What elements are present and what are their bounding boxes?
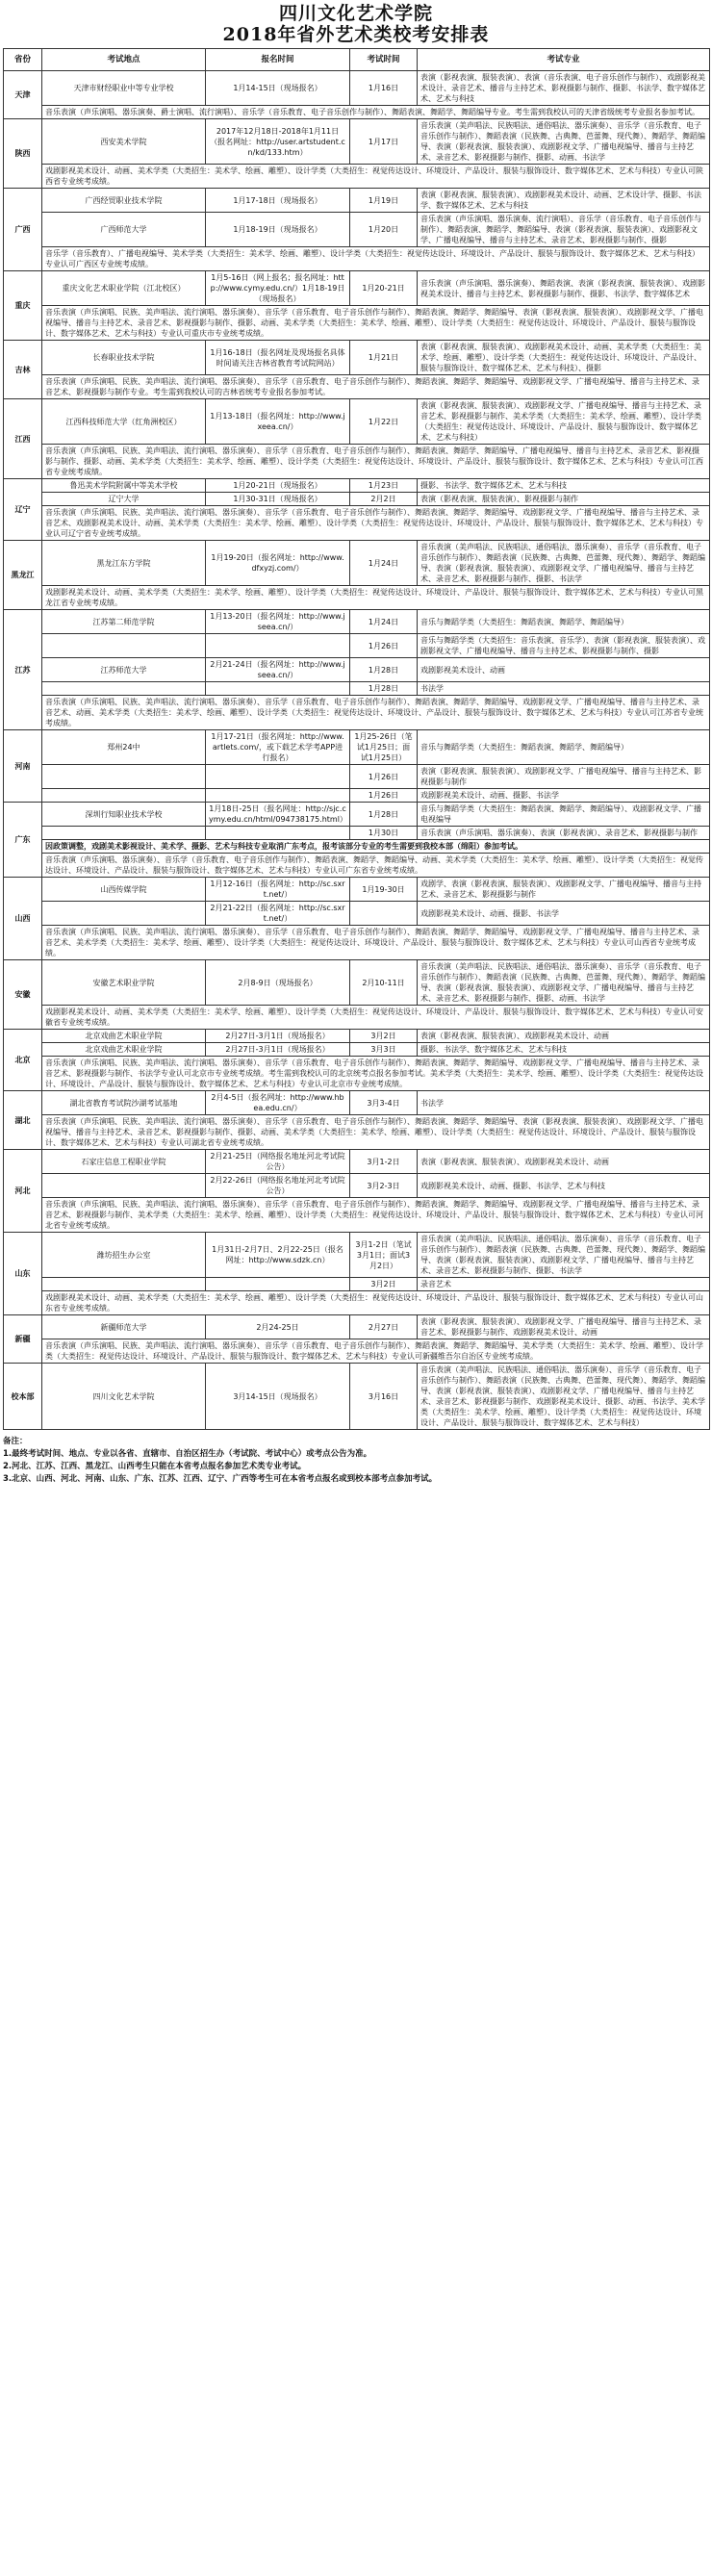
exam-date-cell: 1月19日 bbox=[350, 189, 418, 213]
table-row bbox=[4, 213, 710, 247]
schedule-table bbox=[3, 48, 710, 1430]
table-row bbox=[4, 479, 710, 493]
major-cell: 音乐表演（美声唱法、民族唱法、通俗唱法、器乐演奏）、音乐学（音乐教育、电子音乐创作与制作）、舞蹈表演（民族舞、古典舞、芭蕾舞、现代舞）、舞蹈学、舞蹈编导、表演（影视表演、服装表演）、戏剧影视文学、广播电视编导、播音与主持艺术、录音艺术、影视摄影与制作、摄影、书法学 bbox=[418, 541, 710, 586]
location-cell: 湖北省教育考试院沙湖考试基地 bbox=[42, 1091, 206, 1115]
table-row bbox=[4, 1006, 710, 1030]
table-row bbox=[4, 789, 710, 803]
location-cell: 新疆师范大学 bbox=[42, 1315, 206, 1339]
registration-cell: 1月17-21日（报名网址：http://www.artlets.com/，或下载艺术学考APP进行报名） bbox=[206, 730, 350, 765]
major-cell: 表演（影视表演、服装表演）、戏剧影视文学、广播电视编导、播音与主持艺术、录音艺术、影视摄影与制作、美术学类（大类招生：美术学、绘画、雕塑）、设计学类（大类招生：视觉传达设计、环境设计、产品设计、服装与服饰设计、数字媒体艺术、艺术与科技） bbox=[418, 399, 710, 445]
major-cell: 戏剧影视美术设计、动画 bbox=[418, 658, 710, 682]
registration-cell bbox=[206, 789, 350, 803]
registration-cell: 1月13-18日（报名网址：http://www.jxeea.cn/） bbox=[206, 399, 350, 445]
exam-date-cell: 1月25-26日（笔试1月25日；面试1月25日） bbox=[350, 730, 418, 765]
exam-date-cell: 1月23日 bbox=[350, 479, 418, 493]
exam-date-cell: 1月16日 bbox=[350, 71, 418, 106]
table-row bbox=[4, 399, 710, 445]
location-cell bbox=[42, 827, 206, 840]
location-cell: 鲁迅美术学院附属中等美术学校 bbox=[42, 479, 206, 493]
registration-cell: 1月14-15日（现场报名） bbox=[206, 71, 350, 106]
table-row bbox=[4, 493, 710, 506]
exam-date-cell: 3月3日 bbox=[350, 1043, 418, 1057]
table-row bbox=[4, 1364, 710, 1430]
exam-date-cell: 1月28日 bbox=[350, 658, 418, 682]
note-cell: 音乐表演（声乐演唱、民族、美声唱法、流行演唱、器乐演奏）、音乐学（音乐教育、电子音乐创作与制作）、舞蹈表演、舞蹈学、舞蹈编导、广播电视编导、播音与主持艺术、录音艺术、影视摄影与制作、摄影、动画、美术学类（大类招生：美术学、绘画、雕塑）、设计学类（大类招生：视觉传达设计、环境设计、产品设计、服装与服饰设计、数字媒体艺术、艺术与科技）专业认可江西省专业统考成绩。 bbox=[42, 445, 710, 479]
registration-cell: 2月24-25日 bbox=[206, 1315, 350, 1339]
table-row bbox=[4, 375, 710, 399]
registration-cell: 2月27日-3月1日（现场报名） bbox=[206, 1043, 350, 1057]
exam-date-cell: 3月2-3日 bbox=[350, 1174, 418, 1198]
table-row bbox=[4, 1278, 710, 1291]
location-cell: 江西科技师范大学（红角洲校区） bbox=[42, 399, 206, 445]
note-cell: 音乐表演（声乐演唱、民族、美声唱法、流行演唱、器乐演奏）、音乐学（音乐教育、电子音乐创作与制作）、舞蹈表演、舞蹈学、舞蹈编导、戏剧影视文学、广播电视编导、播音与主持艺术、录音艺术、戏剧影视美术设计、动画、美术学类（大类招生：美术学、绘画、雕塑）、设计学类（大类招生：视觉传达设计、环境设计、产品设计、服装与服饰设计、数字媒体艺术、艺术与科技）专业认可辽宁省专业统考成绩。 bbox=[42, 506, 710, 541]
major-cell: 戏剧影视美术设计、动画、摄影、书法学、艺术与科技 bbox=[418, 1174, 710, 1198]
exam-date-cell: 1月21日 bbox=[350, 341, 418, 375]
table-row bbox=[4, 610, 710, 634]
table-row bbox=[4, 1043, 710, 1057]
province-cell: 天津 bbox=[4, 71, 42, 119]
location-cell bbox=[42, 902, 206, 926]
note-cell: 音乐表演（声乐演唱、民族、美声唱法、流行演唱、器乐演奏）、音乐学（音乐教育、电子音乐创作与制作）、舞蹈表演、舞蹈学、舞蹈编导、戏剧影视文学、广播电视编导、播音与主持艺术、录音艺术、影视摄影与制作专业。考生需到我校认可的吉林省统考专业报名参加考试。 bbox=[42, 375, 710, 399]
major-cell: 戏剧影视美术设计、动画、摄影、书法学 bbox=[418, 789, 710, 803]
note-line: 2.河北、江苏、江西、黑龙江、山西考生只能在本省考点报名参加艺术类专业考试。 bbox=[3, 1462, 307, 1471]
location-cell bbox=[42, 765, 206, 789]
location-cell: 深圳行知职业技术学校 bbox=[42, 803, 206, 827]
registration-cell: 1月20-21日（现场报名） bbox=[206, 479, 350, 493]
major-cell: 音乐表演（美声唱法、民族唱法、通俗唱法、器乐演奏）、音乐学（音乐教育、电子音乐创作与制作）、舞蹈表演（民族舞、古典舞、芭蕾舞、现代舞）、舞蹈学、舞蹈编导、表演（影视表演、服装表演）、戏剧影视文学、广播电视编导、播音与主持艺术、录音艺术、影视摄影与制作、摄影、动画、书法学 bbox=[418, 960, 710, 1006]
registration-cell: 2月21-24日（报名网址：http://www.jseea.cn/） bbox=[206, 658, 350, 682]
exam-date-cell: 1月26日 bbox=[350, 789, 418, 803]
location-cell: 北京戏曲艺术职业学院 bbox=[42, 1043, 206, 1057]
table-row bbox=[4, 926, 710, 960]
major-cell: 表演（影视表演、服装表演）、戏剧影视美术设计、动画 bbox=[418, 1150, 710, 1174]
note-cell: 音乐表演（声乐演唱、民族、美声唱法、流行演唱、器乐演奏）、音乐学（音乐教育、电子音乐创作与制作）、舞蹈表演、舞蹈学、舞蹈编导、表演（影视表演、服装表演）、戏剧影视文学、广播电视编导、播音与主持艺术、录音艺术、影视摄影与制作、摄影、动画、美术学类（大类招生：美术学、绘画、雕塑）、设计学类（大类招生：视觉传达设计、环境设计、产品设计、服装与服饰设计、数字媒体艺术、艺术与科技）专业认可湖北省专业统考成绩。 bbox=[42, 1115, 710, 1150]
note-cell: 戏剧影视美术设计、动画、美术学类（大类招生：美术学、绘画、雕塑）、设计学类（大类招生：视觉传达设计、环境设计、产品设计、服装与服饰设计、数字媒体艺术、艺术与科技）专业认可山东省专业统考成绩。 bbox=[42, 1291, 710, 1315]
exam-date-cell: 3月1-2日 bbox=[350, 1150, 418, 1174]
table-row bbox=[4, 878, 710, 902]
location-cell bbox=[42, 1278, 206, 1291]
major-cell: 戏剧学、表演（影视表演、服装表演）、戏剧影视文学、广播电视编导、播音与主持艺术、录音艺术、影视摄影与制作 bbox=[418, 878, 710, 902]
note-line: 1.最终考试时间、地点、专业以各省、直辖市、自治区招生办（考试院、考试中心）或考点公告为准。 bbox=[3, 1449, 372, 1459]
major-cell: 表演（影视表演、服装表演）、戏剧影视文学、广播电视编导、播音与主持艺术、影视摄影与制作 bbox=[418, 765, 710, 789]
table-row bbox=[4, 1091, 710, 1115]
registration-cell: 2月21-25日（网络报名地址河北考试院公告） bbox=[206, 1150, 350, 1174]
note-cell: 音乐表演（声乐演唱、民族、美声唱法、流行演唱、器乐演奏）、音乐学（音乐教育、电子音乐创作与制作）、舞蹈表演、舞蹈学、舞蹈编导、美术学类（大类招生：美术学、绘画、雕塑）、设计学类（大类招生：视觉传达设计、环境设计、产品设计、服装与服饰设计、数字媒体艺术、艺术与科技）专业认可新疆维吾尔自治区专业统考成绩。 bbox=[42, 1339, 710, 1364]
location-cell: 山西传媒学院 bbox=[42, 878, 206, 902]
location-cell: 黑龙江东方学院 bbox=[42, 541, 206, 586]
major-cell: 音乐表演（美声唱法、民族唱法、通俗唱法、器乐演奏）、音乐学（音乐教育、电子音乐创作与制作）、舞蹈表演（民族舞、古典舞、芭蕾舞、现代舞）、舞蹈学、舞蹈编导、表演（影视表演、服装表演）、戏剧影视文学、广播电视编导、播音与主持艺术、录音艺术、影视摄影与制作、摄影、动画、书法学 bbox=[418, 119, 710, 165]
exam-date-cell: 2月27日 bbox=[350, 1315, 418, 1339]
exam-date-cell: 1月24日 bbox=[350, 610, 418, 634]
major-cell: 表演（影视表演、服装表演）、表演（音乐表演、电子音乐创作与制作）、戏剧影视美术设计、录音艺术、播音与主持艺术、影视摄影与制作、摄影、书法学、数字媒体艺术、艺术与科技 bbox=[418, 71, 710, 106]
province-cell: 山西 bbox=[4, 878, 42, 960]
table-row bbox=[4, 696, 710, 730]
notes-section bbox=[3, 1436, 709, 1486]
note-cell: 戏剧影视美术设计、动画、美术学类（大类招生：美术学、绘画、雕塑）、设计学类（大类招生：视觉传达设计、环境设计、产品设计、服装与服饰设计、数字媒体艺术、艺术与科技）专业认可安徽省专业统考成绩。 bbox=[42, 1006, 710, 1030]
location-cell: 重庆文化艺术职业学院（江北校区） bbox=[42, 271, 206, 306]
registration-cell bbox=[206, 682, 350, 696]
major-cell: 音乐与舞蹈学类（大类招生：舞蹈表演、舞蹈学、舞蹈编导）、戏剧影视文学、广播电视编导 bbox=[418, 803, 710, 827]
note-cell: 音乐学（音乐教育）、广播电视编导、美术学类（大类招生：美术学、绘画、雕塑）、设计学类（大类招生：视觉传达设计、环境设计、产品设计、服装与服饰设计、数字媒体艺术、艺术与科技）专业认可广西区专业统考成绩。 bbox=[42, 247, 710, 271]
note-cell: 音乐表演（声乐演唱、器乐演奏、爵士演唱、流行演唱）、音乐学（音乐教育、电子音乐创作与制作）、舞蹈表演、舞蹈学、舞蹈编导专业。考生需到我校认可的天津省级统考专业报名参加考试。 bbox=[42, 106, 710, 119]
registration-cell: 2月27日-3月1日（现场报名） bbox=[206, 1030, 350, 1043]
notes-title: 备注： bbox=[3, 1437, 28, 1446]
registration-cell bbox=[206, 1278, 350, 1291]
registration-cell: 1月17-18日（现场报名） bbox=[206, 189, 350, 213]
exam-date-cell: 1月26日 bbox=[350, 765, 418, 789]
table-row bbox=[4, 902, 710, 926]
table-row bbox=[4, 1339, 710, 1364]
location-cell: 天津市财经职业中等专业学校 bbox=[42, 71, 206, 106]
table-row bbox=[4, 306, 710, 341]
location-cell: 郑州24中 bbox=[42, 730, 206, 765]
province-cell: 河北 bbox=[4, 1150, 42, 1233]
major-cell: 录音艺术 bbox=[418, 1278, 710, 1291]
registration-cell bbox=[206, 634, 350, 658]
registration-cell: 1月30-31日（现场报名） bbox=[206, 493, 350, 506]
province-cell: 广东 bbox=[4, 803, 42, 878]
major-cell: 音乐与舞蹈学类（大类招生：音乐表演、音乐学）、表演（影视表演、服装表演）、戏剧影视文学、广播电视编导、播音与主持艺术、影视摄影与制作、摄影 bbox=[418, 634, 710, 658]
registration-cell: 1月19-20日（报名网址：http://www.dfxyzj.com/） bbox=[206, 541, 350, 586]
table-row bbox=[4, 682, 710, 696]
table-row bbox=[4, 1150, 710, 1174]
page-subtitle: 2018年省外艺术类校考安排表 bbox=[222, 24, 490, 45]
major-cell: 表演（影视表演、服装表演）、戏剧影视美术设计、动画 bbox=[418, 1030, 710, 1043]
province-cell: 江苏 bbox=[4, 610, 42, 730]
major-cell: 音乐表演（声乐演唱、器乐演奏、流行演唱）、音乐学（音乐教育、电子音乐创作与制作）、舞蹈表演、舞蹈学、舞蹈编导、表演（影视表演、服装表演）、戏剧影视文学、广播电视编导、播音与主持艺术、录音艺术、影视摄影与制作、摄影 bbox=[418, 213, 710, 247]
location-cell: 四川文化艺术学院 bbox=[42, 1364, 206, 1430]
header-location: 考试地点 bbox=[42, 49, 206, 71]
major-cell: 音乐与舞蹈学类（大类招生：舞蹈表演、舞蹈学、舞蹈编导） bbox=[418, 730, 710, 765]
table-row bbox=[4, 165, 710, 189]
table-row bbox=[4, 1198, 710, 1233]
note-line: 3.北京、山西、河北、河南、山东、广东、江苏、江西、辽宁、广西等考生可在本省考点报名或到校本部考点参加考试。 bbox=[3, 1474, 438, 1484]
registration-cell: 2月21-22日（报名网址：http://sc.sxrt.net/） bbox=[206, 902, 350, 926]
registration-cell: 2017年12月18日-2018年1月11日（报名网址：http://user.artstudent.cn/kd/133.htm） bbox=[206, 119, 350, 165]
major-cell: 表演（影视表演、服装表演）、戏剧影视美术设计、动画、美术学类（大类招生：美术学、绘画、雕塑）、设计学类（大类招生：视觉传达设计、环境设计、产品设计、服装与服饰设计、数字媒体艺术、艺术与科技）、摄影 bbox=[418, 341, 710, 375]
registration-cell bbox=[206, 827, 350, 840]
major-cell: 书法学 bbox=[418, 1091, 710, 1115]
table-row bbox=[4, 1291, 710, 1315]
table-row bbox=[4, 765, 710, 789]
note-cell: 音乐表演（声乐演唱、民族、美声唱法、流行演唱、器乐演奏）、音乐学（音乐教育、电子音乐创作与制作）、舞蹈表演、舞蹈学、舞蹈编导、戏剧影视文学、广播电视编导、播音与主持艺术、录音艺术、影视摄影与制作、书法学专业认可北京市专业统考成绩。考生需到我校认可的北京统考点报名参加考试。美术学类（大类招生：美术学、绘画、雕塑）、设计学类（大类招生：视觉传达设计、环境设计、产品设计、服装与服饰设计、数字媒体艺术、艺术与科技）专业认可北京市专业统考成绩。 bbox=[42, 1057, 710, 1091]
table-row bbox=[4, 803, 710, 827]
province-cell: 新疆 bbox=[4, 1315, 42, 1364]
exam-date-cell: 1月19-30日 bbox=[350, 878, 418, 902]
table-row bbox=[4, 506, 710, 541]
location-cell: 西安美术学院 bbox=[42, 119, 206, 165]
major-cell: 摄影、书法学、数字媒体艺术、艺术与科技 bbox=[418, 479, 710, 493]
province-cell: 广西 bbox=[4, 189, 42, 271]
major-cell: 书法学 bbox=[418, 682, 710, 696]
location-cell bbox=[42, 682, 206, 696]
major-cell: 摄影、书法学、数字媒体艺术、艺术与科技 bbox=[418, 1043, 710, 1057]
province-cell: 辽宁 bbox=[4, 479, 42, 541]
province-cell: 河南 bbox=[4, 730, 42, 803]
registration-cell: 1月13-20日（报名网址：http://www.jseea.cn/） bbox=[206, 610, 350, 634]
table-row bbox=[4, 247, 710, 271]
header-major: 考试专业 bbox=[418, 49, 710, 71]
location-cell: 潍坊招生办公室 bbox=[42, 1233, 206, 1278]
table-header-row bbox=[4, 49, 710, 71]
location-cell bbox=[42, 789, 206, 803]
table-row bbox=[4, 730, 710, 765]
table-row bbox=[4, 840, 710, 854]
registration-cell: 1月18-19日（现场报名） bbox=[206, 213, 350, 247]
major-cell: 戏剧影视美术设计、动画、摄影、书法学 bbox=[418, 902, 710, 926]
province-cell: 安徽 bbox=[4, 960, 42, 1030]
province-cell: 北京 bbox=[4, 1030, 42, 1091]
exam-date-cell: 1月20-21日 bbox=[350, 271, 418, 306]
registration-cell: 3月14-15日（现场报名） bbox=[206, 1364, 350, 1430]
registration-cell: 1月31日-2月7日、2月22-25日（报名网址：http://www.sdzk.cn） bbox=[206, 1233, 350, 1278]
registration-cell: 1月18日-25日（报名网址：http://sjc.cymy.edu.cn/html/094738175.html） bbox=[206, 803, 350, 827]
location-cell: 辽宁大学 bbox=[42, 493, 206, 506]
exam-date-cell: 3月3-4日 bbox=[350, 1091, 418, 1115]
major-cell: 表演（影视表演、服装表演）、戏剧影视文学、广播电视编导、播音与主持艺术、录音艺术、影视摄影与制作、戏剧影视美术设计、动画 bbox=[418, 1315, 710, 1339]
major-cell: 音乐表演（美声唱法、民族唱法、通俗唱法、器乐演奏）、音乐学（音乐教育、电子音乐创作与制作）、舞蹈表演（民族舞、古典舞、芭蕾舞、现代舞）、舞蹈学、舞蹈编导、表演（影视表演、服装表演）、戏剧影视文学、广播电视编导、播音与主持艺术、录音艺术、影视摄影与制作、摄影、书法学 bbox=[418, 1233, 710, 1278]
province-cell: 黑龙江 bbox=[4, 541, 42, 610]
table-row bbox=[4, 1233, 710, 1278]
table-row bbox=[4, 341, 710, 375]
note-cell: 戏剧影视美术设计、动画、美术学类（大类招生：美术学、绘画、雕塑）、设计学类（大类招生：视觉传达设计、环境设计、产品设计、服装与服饰设计、数字媒体艺术、艺术与科技）专业认可黑龙江省专业统考成绩。 bbox=[42, 586, 710, 610]
table-row bbox=[4, 271, 710, 306]
exam-date-cell: 1月17日 bbox=[350, 119, 418, 165]
province-cell: 陕西 bbox=[4, 119, 42, 189]
major-cell: 表演（影视表演、服装表演）、影视摄影与制作 bbox=[418, 493, 710, 506]
header-exam-date: 考试时间 bbox=[350, 49, 418, 71]
exam-date-cell: 2月2日 bbox=[350, 493, 418, 506]
location-cell: 长春职业技术学院 bbox=[42, 341, 206, 375]
note-cell: 戏剧影视美术设计、动画、美术学类（大类招生：美术学、绘画、雕塑）、设计学类（大类招生：视觉传达设计、环境设计、产品设计、服装与服饰设计、数字媒体艺术、艺术与科技）专业认可陕西省专业统考成绩。 bbox=[42, 165, 710, 189]
exam-date-cell: 3月2日 bbox=[350, 1030, 418, 1043]
exam-date-cell: 3月1-2日（笔试3月1日；面试3月2日） bbox=[350, 1233, 418, 1278]
major-cell: 音乐与舞蹈学类（大类招生：舞蹈表演、舞蹈学、舞蹈编导） bbox=[418, 610, 710, 634]
exam-date-cell: 1月28日 bbox=[350, 803, 418, 827]
table-row bbox=[4, 71, 710, 106]
header-province: 省份 bbox=[4, 49, 42, 71]
exam-date-cell: 3月2日 bbox=[350, 1278, 418, 1291]
table-row bbox=[4, 541, 710, 586]
registration-cell: 2月22-26日（网络报名地址河北考试院公告） bbox=[206, 1174, 350, 1198]
header-registration: 报名时间 bbox=[206, 49, 350, 71]
exam-date-cell: 1月20日 bbox=[350, 213, 418, 247]
table-row bbox=[4, 1115, 710, 1150]
table-body bbox=[4, 71, 710, 1430]
note-cell: 音乐表演（声乐演唱、民族、美声唱法、流行演唱、器乐演奏）、音乐学（音乐教育、电子音乐创作与制作）、舞蹈表演、舞蹈学、舞蹈编导、戏剧影视文学、广播电视编导、播音与主持艺术、录音艺术、影视摄影与制作、美术学类（大类招生：美术学、绘画、雕塑）、设计学类（大类招生：视觉传达设计、环境设计、产品设计、服装与服饰设计、数字媒体艺术、艺术与科技）专业认可河北省专业统考成绩。 bbox=[42, 1198, 710, 1233]
location-cell: 广西经贸职业技术学院 bbox=[42, 189, 206, 213]
exam-date-cell: 1月30日 bbox=[350, 827, 418, 840]
province-cell: 校本部 bbox=[4, 1364, 42, 1430]
exam-date-cell bbox=[350, 902, 418, 926]
exam-date-cell: 1月28日 bbox=[350, 682, 418, 696]
table-row bbox=[4, 634, 710, 658]
location-cell bbox=[42, 634, 206, 658]
province-cell: 重庆 bbox=[4, 271, 42, 341]
location-cell: 江苏师范大学 bbox=[42, 658, 206, 682]
province-cell: 吉林 bbox=[4, 341, 42, 399]
exam-date-cell: 3月16日 bbox=[350, 1364, 418, 1430]
exam-date-cell: 1月26日 bbox=[350, 634, 418, 658]
registration-cell: 1月5-16日（网上报名；报名网址：http://www.cymy.edu.cn/）1月18-19日（现场报名） bbox=[206, 271, 350, 306]
note-cell: 音乐表演（声乐演唱、民族、美声唱法、流行演唱、器乐演奏）、音乐学（音乐教育、电子音乐创作与制作）、舞蹈表演、舞蹈学、舞蹈编导、戏剧影视文学、广播电视编导、播音与主持艺术、录音艺术、动画、美术学类（大类招生：美术学、绘画、雕塑）、设计学类（大类招生：视觉传达设计、环境设计、产品设计、服装与服饰设计、数字媒体艺术、艺术与科技）专业认可江苏省专业统考成绩。 bbox=[42, 696, 710, 730]
page-title: 四川文化艺术学院 bbox=[278, 3, 433, 24]
province-cell: 江西 bbox=[4, 399, 42, 479]
table-row bbox=[4, 119, 710, 165]
table-row bbox=[4, 189, 710, 213]
registration-cell: 2月4-5日（报名网址：http://www.hbea.edu.cn/） bbox=[206, 1091, 350, 1115]
table-row bbox=[4, 586, 710, 610]
location-cell bbox=[42, 1174, 206, 1198]
table-row bbox=[4, 1030, 710, 1043]
table-row bbox=[4, 658, 710, 682]
table-row bbox=[4, 960, 710, 1006]
note-cell: 音乐表演（声乐演唱、民族、美声唱法、流行演唱、器乐演奏）、音乐学（音乐教育、电子音乐创作与制作）、舞蹈表演、舞蹈学、舞蹈编导、表演（影视表演、服装表演）、戏剧影视文学、广播电视编导、播音与主持艺术、录音艺术、影视摄影与制作、摄影、动画、美术学类（大类招生：美术学、绘画、雕塑）、设计学类（大类招生：视觉传达设计、环境设计、产品设计、服装与服饰设计、数字媒体艺术、艺术与科技）专业认可重庆市专业统考成绩。 bbox=[42, 306, 710, 341]
table-row bbox=[4, 1057, 710, 1091]
exam-date-cell: 1月22日 bbox=[350, 399, 418, 445]
registration-cell: 1月12-16日（报名网址：http://sc.sxrt.net/） bbox=[206, 878, 350, 902]
table-row bbox=[4, 854, 710, 878]
location-cell: 安徽艺术职业学院 bbox=[42, 960, 206, 1006]
province-cell: 山东 bbox=[4, 1233, 42, 1315]
major-cell: 音乐表演（声乐演唱、器乐演奏）、舞蹈表演、表演（影视表演、服装表演）、戏剧影视美术设计、播音与主持艺术、影视摄影与制作、摄影、书法学、数字媒体艺术 bbox=[418, 271, 710, 306]
table-row bbox=[4, 1174, 710, 1198]
registration-cell: 2月8-9日（现场报名） bbox=[206, 960, 350, 1006]
major-cell: 音乐表演（声乐演唱、器乐演奏）、表演（影视表演）、录音艺术、影视摄影与制作 bbox=[418, 827, 710, 840]
exam-date-cell: 2月10-11日 bbox=[350, 960, 418, 1006]
location-cell: 石家庄信息工程职业学院 bbox=[42, 1150, 206, 1174]
registration-cell: 1月16-18日（报名网址及现场报名具体时间请关注吉林省教育考试院网站） bbox=[206, 341, 350, 375]
table-row bbox=[4, 1315, 710, 1339]
table-row bbox=[4, 106, 710, 119]
table-row bbox=[4, 827, 710, 840]
major-cell: 表演（影视表演、服装表演）、戏剧影视美术设计、动画、艺术设计学、摄影、书法学、数字媒体艺术、艺术与科技 bbox=[418, 189, 710, 213]
note-cell: 因政策调整，戏剧美术影视设计、美术学、摄影、艺术与科技专业取消广东考点，报考该部分专业的考生需要到我校本部（绵阳）参加考试。 bbox=[42, 840, 710, 854]
table-row bbox=[4, 445, 710, 479]
note-cell: 音乐表演（声乐演唱、民族、美声唱法、流行演唱、器乐演奏）、音乐学（音乐教育、电子音乐创作与制作）、舞蹈表演、舞蹈学、舞蹈编导、戏剧影视文学、广播电视编导、播音与主持艺术、录音艺术、美术学类（大类招生：美术学、绘画、雕塑）、设计学类（大类招生：视觉传达设计、环境设计、产品设计、服装与服饰设计、数字媒体艺术、艺术与科技）专业认可山西省专业统考成绩。 bbox=[42, 926, 710, 960]
note-cell: 音乐表演（声乐演唱、器乐演奏）、音乐学（音乐教育、电子音乐创作与制作）、舞蹈表演、舞蹈学、舞蹈编导、动画、美术学类（大类招生：美术学、绘画、雕塑）、设计学类（大类招生：视觉传达设计、环境设计、产品设计、服装与服饰设计、数字媒体艺术、艺术与科技）专业认可广东省专业统考成绩。 bbox=[42, 854, 710, 878]
exam-date-cell: 1月24日 bbox=[350, 541, 418, 586]
province-cell: 湖北 bbox=[4, 1091, 42, 1150]
registration-cell bbox=[206, 765, 350, 789]
location-cell: 广西师范大学 bbox=[42, 213, 206, 247]
location-cell: 江苏第二师范学院 bbox=[42, 610, 206, 634]
major-cell: 音乐表演（美声唱法、民族唱法、通俗唱法、器乐演奏）、音乐学（音乐教育、电子音乐创作与制作）、舞蹈表演（民族舞、古典舞、芭蕾舞、现代舞）、舞蹈学、舞蹈编导、表演（影视表演、服装表演）、戏剧影视文学、广播电视编导、播音与主持艺术、录音艺术、影视摄影与制作、戏剧影视美术设计、摄影、动画、书法学、美术学类（大类招生：美术学、绘画、雕塑）、设计学类（大类招生：视觉传达设计、环境设计、产品设计、服装与服饰设计、数字媒体艺术、艺术与科技） bbox=[418, 1364, 710, 1430]
location-cell: 北京戏曲艺术职业学院 bbox=[42, 1030, 206, 1043]
